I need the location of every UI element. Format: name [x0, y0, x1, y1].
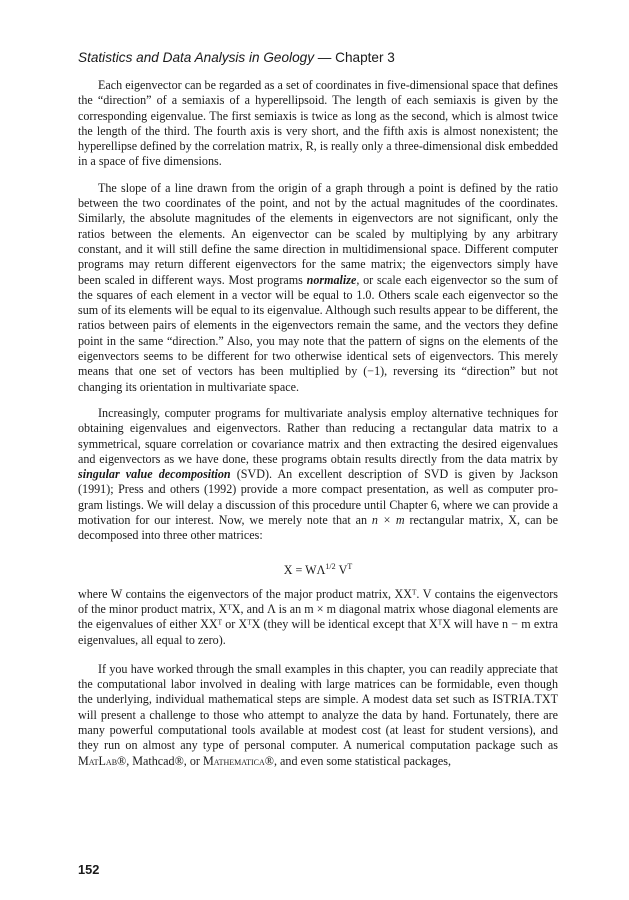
paragraph-5-part-b: , and even some statistical packages, [274, 753, 451, 768]
book-title: Statistics and Data Analysis in Geology [78, 50, 314, 65]
running-head [78, 50, 395, 65]
page-number: 152 [78, 862, 100, 877]
term-svd: singular value decomposition [78, 467, 231, 482]
paragraph-5-part-a: If you have worked through the small examples in this chapter, you can readily appreciate that the computational labor involved in dealing with large matrices can be formidable, even though the underlying, individual mathematical steps are simple. A modest data set such as ISTRIA.TXT will present a challenge to those who attempt to analyze the data by hand. Fortunately, there are many powerful computational tools available at modest cost (at least for student versions), and they run on almost any type of personal computer. A numerical computation package such as [78, 661, 558, 753]
equation-rhs-exponent: T [347, 561, 353, 571]
equation-exponent: 1/2 [325, 561, 336, 571]
paragraph-2-part-a: The slope of a line drawn from the origin of a graph through a point is defined by the ratio between the two coordinates of the point, and not by the actual magnitudes of the coordinates. Similarly, the absolute magnitudes of the elements in eigenvectors are not significant, only the ratios between the elements. An eigenvector can be scaled by multiplying by any arbitrary constant, and it will still define the same direction in multidimensional space. Different computer programs may return different eigenvectors for the same matrix; the eigenvectors simply have been scaled in different ways. Most programs [78, 180, 558, 287]
paragraph-3-part-b: (SVD). An excellent description of SVD is given by Jackson (1991); Press and others (1992) provide a more compact presentation, as well as computer program listings. We will delay a discussion of this procedure until Chapter 6, where we can provide a motivation for our interest. Now, we merely note that an [78, 467, 558, 528]
paragraph-2-part-b: , or scale each eigenvector so the sum of the squares of each element in a vector will be equal to 1.0. Others scale each eigenvector so the sum of its elements will be equal to its eigenvalue. Although such results appear to be different, the ratios between pairs of elements in the eigenvectors remain the same, and the vectors they define point in the same “direction.” Also, you may note that the pattern of signs on the elements of the eigenvectors seems to be different for two otherwise identical sets of eigenvectors. This merely means that one set of vectors has been multiplied by (−1), reversing its “direction” but not changing its orientation in multivariate space. [78, 272, 559, 394]
mathematica-name: Mathematica® [202, 753, 274, 768]
paragraph-1: Each eigenvector can be regarded as a set of coordinates in five-dimensional space that defines the “direction” of a semiaxis of a hyperellipsoid. The length of each semiaxis is given by the corresponding eigenvalue. The first semiaxis is twice as long as the second, which is almost twice the length of the third. The fourth axis is very short, and the fifth axis is almost nonexistent; the hyperellipse defined by the correlation matrix, R, is really only a three-dimensional disk embedded in a space of five dimensions. [78, 78, 558, 169]
paragraph-5-separator: , Mathcad®, or [126, 753, 203, 768]
paragraph-2 [78, 181, 558, 395]
matlab-name: MatLab® [78, 753, 127, 768]
equation-rhs: V [335, 562, 348, 577]
svd-equation [78, 559, 558, 578]
paragraph-4: where W contains the eigenvectors of the major product matrix, XXᵀ. V contains the eigenvectors of the minor product matrix, XᵀX, and Λ is an m × m diagonal matrix whose diagonal elements are the eigenvalues of either XXᵀ or XᵀX (they will be identical except that XᵀX will have n − m extra eigenvalues, all equal to zero). [78, 586, 558, 647]
matrix-dims: n × m [371, 513, 405, 528]
paragraph-3-part-c: rectangular matrix, X, can be decomposed into three other matrices: [78, 513, 558, 543]
equation-lhs: X = WΛ [283, 562, 326, 577]
chapter-label: Chapter 3 [335, 50, 395, 65]
body-text [78, 78, 558, 769]
header-separator: — [314, 50, 336, 65]
paragraph-3-part-a: Increasingly, computer programs for multivariate analysis employ alternative techniques for obtaining eigenvalues and eigenvectors. Rather than reducing a rectangular data matrix to a symmetrical, square correlation or covariance matrix and then extracting the desired eigenvalues and eigenvectors as we have done, these programs obtain results directly from the data matrix by [78, 405, 558, 466]
term-normalize: normalize [306, 272, 357, 287]
paragraph-5 [78, 662, 558, 769]
paragraph-3 [78, 406, 558, 544]
